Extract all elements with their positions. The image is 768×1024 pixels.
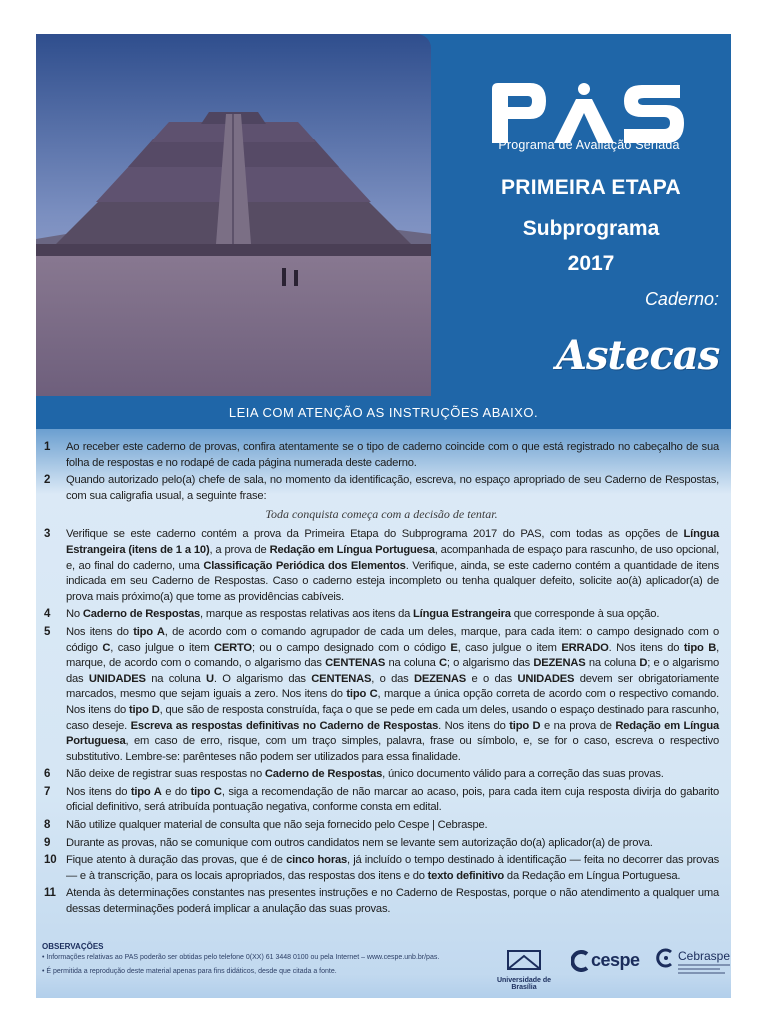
item-text-bold: Caderno de Respostas [264, 768, 383, 781]
cespe-icon [571, 950, 591, 972]
item-text: e do [161, 785, 191, 798]
item-text: . Verifique, ainda, se este caderno contém a quantidade de itens indicada em seu Caderno de Respostas. Caso o caderno esteja incompleto ou tenha qualquer defeito, solicite ao(à) aplicador(a) de prova mais próximo(a) que tome as providências cabíveis. [66, 559, 719, 603]
item-text-bold: U [205, 672, 214, 685]
booklet-name: Astecas [556, 332, 720, 379]
item-text: Não deixe de registrar suas respostas no [66, 768, 265, 781]
item-text: ; o algarismo das [446, 657, 534, 670]
item-text-bold: Língua Estrangeira [413, 608, 511, 621]
item-text: , caso julgue o item [110, 641, 214, 654]
item-text: , marque as respostas relativas aos itens da [200, 608, 414, 621]
cespe-label: cespe [591, 950, 640, 970]
item-text: , o das [371, 672, 415, 685]
item-number: 10 [44, 854, 57, 867]
item-text-bold: E [450, 641, 458, 654]
item-text: ; ou o campo designado com o código [251, 641, 451, 654]
item-number: 8 [44, 819, 51, 832]
instruction-item [44, 818, 719, 834]
item-text-bold: C [102, 641, 111, 654]
unb-icon [507, 950, 541, 970]
year-label: 2017 [567, 252, 615, 275]
cover-sheet [36, 34, 731, 998]
cebraspe-icon [656, 948, 676, 968]
item-text: Verifique se este caderno contém a prova da Primeira Etapa do Subprograma 2017 do PAS, com todas as opções de [66, 528, 684, 541]
item-text: , siga a recomendação de não marcar ao acaso, pois, para cada item cuja resposta divirja do gabarito oficial definitivo, será atribuída pontuação negativa, conforme consta em edital. [66, 785, 720, 814]
cespe-logo [571, 950, 640, 977]
item-number: 7 [44, 785, 51, 798]
instruction-item [44, 625, 719, 765]
item-text-bold: Classificação Periódica dos Elementos [203, 559, 406, 572]
instructions-banner: LEIA COM ATENÇÃO AS INSTRUÇÕES ABAIXO. [36, 396, 731, 429]
item-text: . Nos itens do [608, 641, 684, 654]
item-text-bold: DEZENAS [414, 672, 467, 685]
footer [36, 934, 731, 998]
item-number: 5 [44, 625, 51, 638]
item-text-bold: ERRADO [561, 641, 609, 654]
item-number: 6 [44, 768, 51, 781]
item-text: , acompanhada de espaço para rascunho, de uso opcional, e, ao final do caderno, uma [66, 543, 719, 572]
item-text-bold: Redação em Língua Portuguesa [269, 543, 435, 556]
instruction-item [44, 836, 719, 852]
item-text: Fique atento à duração das provas, que é de [66, 854, 287, 867]
unb-logo [484, 950, 564, 991]
instructions-list [44, 440, 719, 918]
item-text: Não utilize qualquer material de consulta que não seja fornecido pelo Cespe | Cebraspe. [66, 819, 488, 832]
pyramid-photo [36, 34, 431, 396]
stage-title: PRIMEIRA ETAPA [501, 176, 681, 199]
item-text-bold: CENTENAS [325, 657, 386, 670]
item-text-bold: DEZENAS [533, 657, 586, 670]
item-text-bold: tipo D [129, 703, 160, 716]
item-text-bold: tipo D [509, 719, 541, 732]
item-text-bold: Caderno de Respostas [82, 608, 201, 621]
item-text: , que são de resposta construída, faça o que se pede em cada um deles, usando o espaço destinado para rascunho, caso deseje. [66, 703, 719, 732]
handwriting-phrase: Toda conquista começa com a decisão de tentar. [265, 507, 498, 522]
item-text: , marque, de acordo com o comando, o algarismo das [66, 641, 720, 670]
item-text: Ao receber este caderno de provas, confira atentamente se o tipo de caderno coincide com o que está registrado no cabeçalho de sua folha de respostas e no rodapé de cada página numerada deste caderno. [66, 441, 719, 469]
item-text-bold: CENTENAS [311, 672, 372, 685]
item-text: que corresponde à sua opção. [510, 608, 660, 621]
observation-line: • É permitida a reprodução deste material apenas para fins didáticos, desde que citada a fonte. [42, 968, 337, 975]
item-text-bold: tipo C [346, 688, 378, 701]
cebraspe-fine-print [678, 964, 730, 978]
item-text: , a prova de [209, 543, 270, 556]
logo-subtitle: Programa de Avaliação Seriada [498, 138, 680, 152]
item-text: na coluna [585, 657, 640, 670]
item-text-bold: cinco horas [286, 854, 348, 867]
unb-label: Universidade de Brasília [496, 977, 552, 991]
item-number: 3 [44, 528, 51, 541]
observation-line: • Informações relativas ao PAS poderão ser obtidas pelo telefone 0(XX) 61 3448 0100 ou pela Internet – www.cespe.unb.br/pas. [42, 954, 440, 961]
instruction-item [44, 853, 719, 884]
item-text: Durante as provas, não se comunique com outros candidatos nem se levante sem autorização do(a) aplicador(a) de prova. [66, 836, 653, 849]
observations-title: OBSERVAÇÕES [42, 942, 104, 951]
instruction-item [44, 767, 719, 783]
instruction-item [44, 473, 719, 504]
instruction-item [44, 785, 719, 816]
instruction-item [44, 527, 719, 605]
item-text-bold: C [439, 657, 447, 670]
booklet-label: Caderno: [644, 289, 719, 309]
item-text: Atenda às determinações constantes nas presentes instruções e no Caderno de Respostas, porque o não atendimento a qualquer uma dessas determinações poderá implicar a anulação das suas provas. [66, 887, 719, 916]
item-number: 9 [44, 836, 51, 849]
item-text-bold: tipo A [130, 785, 162, 798]
item-text-bold: D [639, 657, 648, 670]
item-text-bold: Escreva as respostas definitivas no Caderno de Respostas [130, 719, 439, 732]
subprogram-label: Subprograma [522, 217, 660, 240]
instruction-item [44, 886, 719, 917]
item-text-bold: CERTO [213, 641, 252, 654]
item-text: ; e o algarismo das [66, 657, 719, 685]
item-text: e na prova de [540, 719, 616, 732]
header [36, 34, 731, 396]
item-text-bold: Redação em Língua Portuguesa [66, 719, 719, 748]
item-text: na coluna [385, 657, 439, 670]
item-number: 2 [44, 474, 51, 487]
item-text: . Nos itens do [438, 719, 510, 732]
item-number: 1 [44, 441, 51, 453]
instruction-item [44, 440, 719, 471]
item-text-bold: tipo B [683, 641, 717, 654]
item-number: 4 [44, 608, 51, 621]
item-text: No [66, 608, 83, 621]
item-text: , marque a única opção correta de acordo com o respectivo comando. Nos itens do [66, 688, 719, 716]
item-number: 11 [44, 887, 56, 900]
item-text: , caso julgue o item [457, 641, 562, 654]
item-text-bold: tipo A [133, 625, 165, 638]
item-text: e o das [466, 672, 518, 685]
item-text: , único documento válido para a correção das suas provas. [382, 768, 664, 781]
item-text-bold: texto definitivo [427, 869, 505, 882]
item-text: da Redação em Língua Portuguesa. [504, 869, 681, 882]
instruction-item [44, 607, 719, 623]
item-text-bold: UNIDADES [88, 672, 146, 685]
item-text-bold: tipo C [190, 785, 222, 798]
item-text: , de acordo com o comando agrupador de cada um deles, marque, para cada item: o campo designado com o código [66, 625, 719, 654]
item-text: , já incluído o tempo destinado à identificação — feita no decorrer das provas — e à transcrição, para os locais apropriados, das respostas dos itens e do [66, 854, 719, 882]
item-text: Quando autorizado pelo(a) chefe de sala, no momento da identificação, escreva, no espaço apropriado de seu Caderno de Respostas, com sua caligrafia usual, a seguinte frase: [66, 474, 719, 502]
item-text: Nos itens do [66, 625, 134, 638]
item-text: devem ser obrigatoriamente marcados, mesmo que sejam iguais a zero. Nos itens do [66, 672, 719, 701]
item-text-bold: UNIDADES [517, 672, 575, 685]
cebraspe-label: Cebraspe [678, 949, 731, 963]
item-text: , em caso de erro, risque, com um traço simples, palavra, frase ou símbolo, e, se for o caso, escreva o respectivo substitutivo. Lembre-se: parênteses não podem ser utilizados para essa finalidade. [66, 735, 719, 763]
item-text: na coluna [145, 672, 206, 685]
item-text: Nos itens do [66, 785, 131, 798]
cebraspe-logo [656, 948, 731, 973]
item-text-bold: Língua Estrangeira (itens de 1 a 10) [66, 528, 719, 556]
item-text: . O algarismo das [213, 672, 312, 685]
